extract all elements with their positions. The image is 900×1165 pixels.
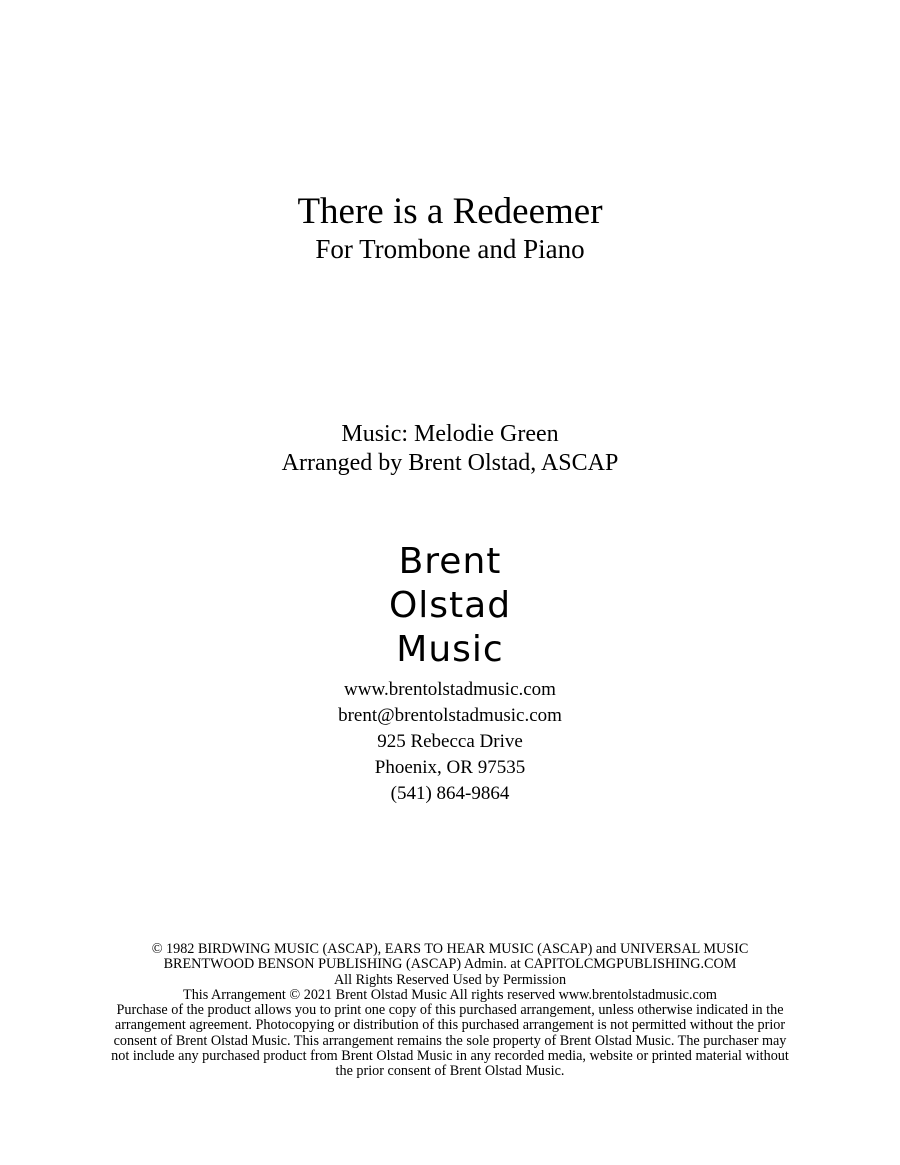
footer-line: the prior consent of Brent Olstad Music. [335,1063,565,1080]
contact-website: www.brentolstadmusic.com [344,679,556,700]
footer-line: Purchase of the product allows you to print one copy of this purchased arrangement, unless otherwise indicated in the [116,1002,784,1019]
footer-line: consent of Brent Olstad Music. This arrangement remains the sole property of Brent Olstad Music. The purchaser may [113,1032,787,1049]
footer-line: not include any purchased product from Brent Olstad Music in any recorded media, website or printed material without [111,1048,789,1065]
arranger-credit: Arranged by Brent Olstad, ASCAP [281,450,619,476]
footer-line: arrangement agreement. Photocopying or distribution of this purchased arrangement is not permitted without the prior [114,1017,786,1034]
logo-line-music: Music [396,629,504,670]
contact-phone: (541) 864-9864 [390,783,510,804]
footer-line: This Arrangement © 2021 Brent Olstad Music All rights reserved www.brentolstadmusic.com [183,986,717,1003]
footer-line: BRENTWOOD BENSON PUBLISHING (ASCAP) Admin. at CAPITOLCMGPUBLISHING.COM [163,956,737,973]
footer-line: All Rights Reserved Used by Permission [333,971,567,988]
composer-credit: Music: Melodie Green [341,421,559,447]
contact-city: Phoenix, OR 97535 [374,757,526,778]
logo-line-brent: Brent [398,541,502,582]
footer-line: © 1982 BIRDWING MUSIC (ASCAP), EARS TO HEAR MUSIC (ASCAP) and UNIVERSAL MUSIC [151,941,749,957]
logo-line-olstad: Olstad [388,585,512,626]
page-title: There is a Redeemer [297,191,603,232]
copyright-footer [0,942,900,1080]
contact-address: 925 Rebecca Drive [377,731,523,752]
page-subtitle: For Trombone and Piano [315,234,585,264]
contact-email: brent@brentolstadmusic.com [338,705,562,726]
